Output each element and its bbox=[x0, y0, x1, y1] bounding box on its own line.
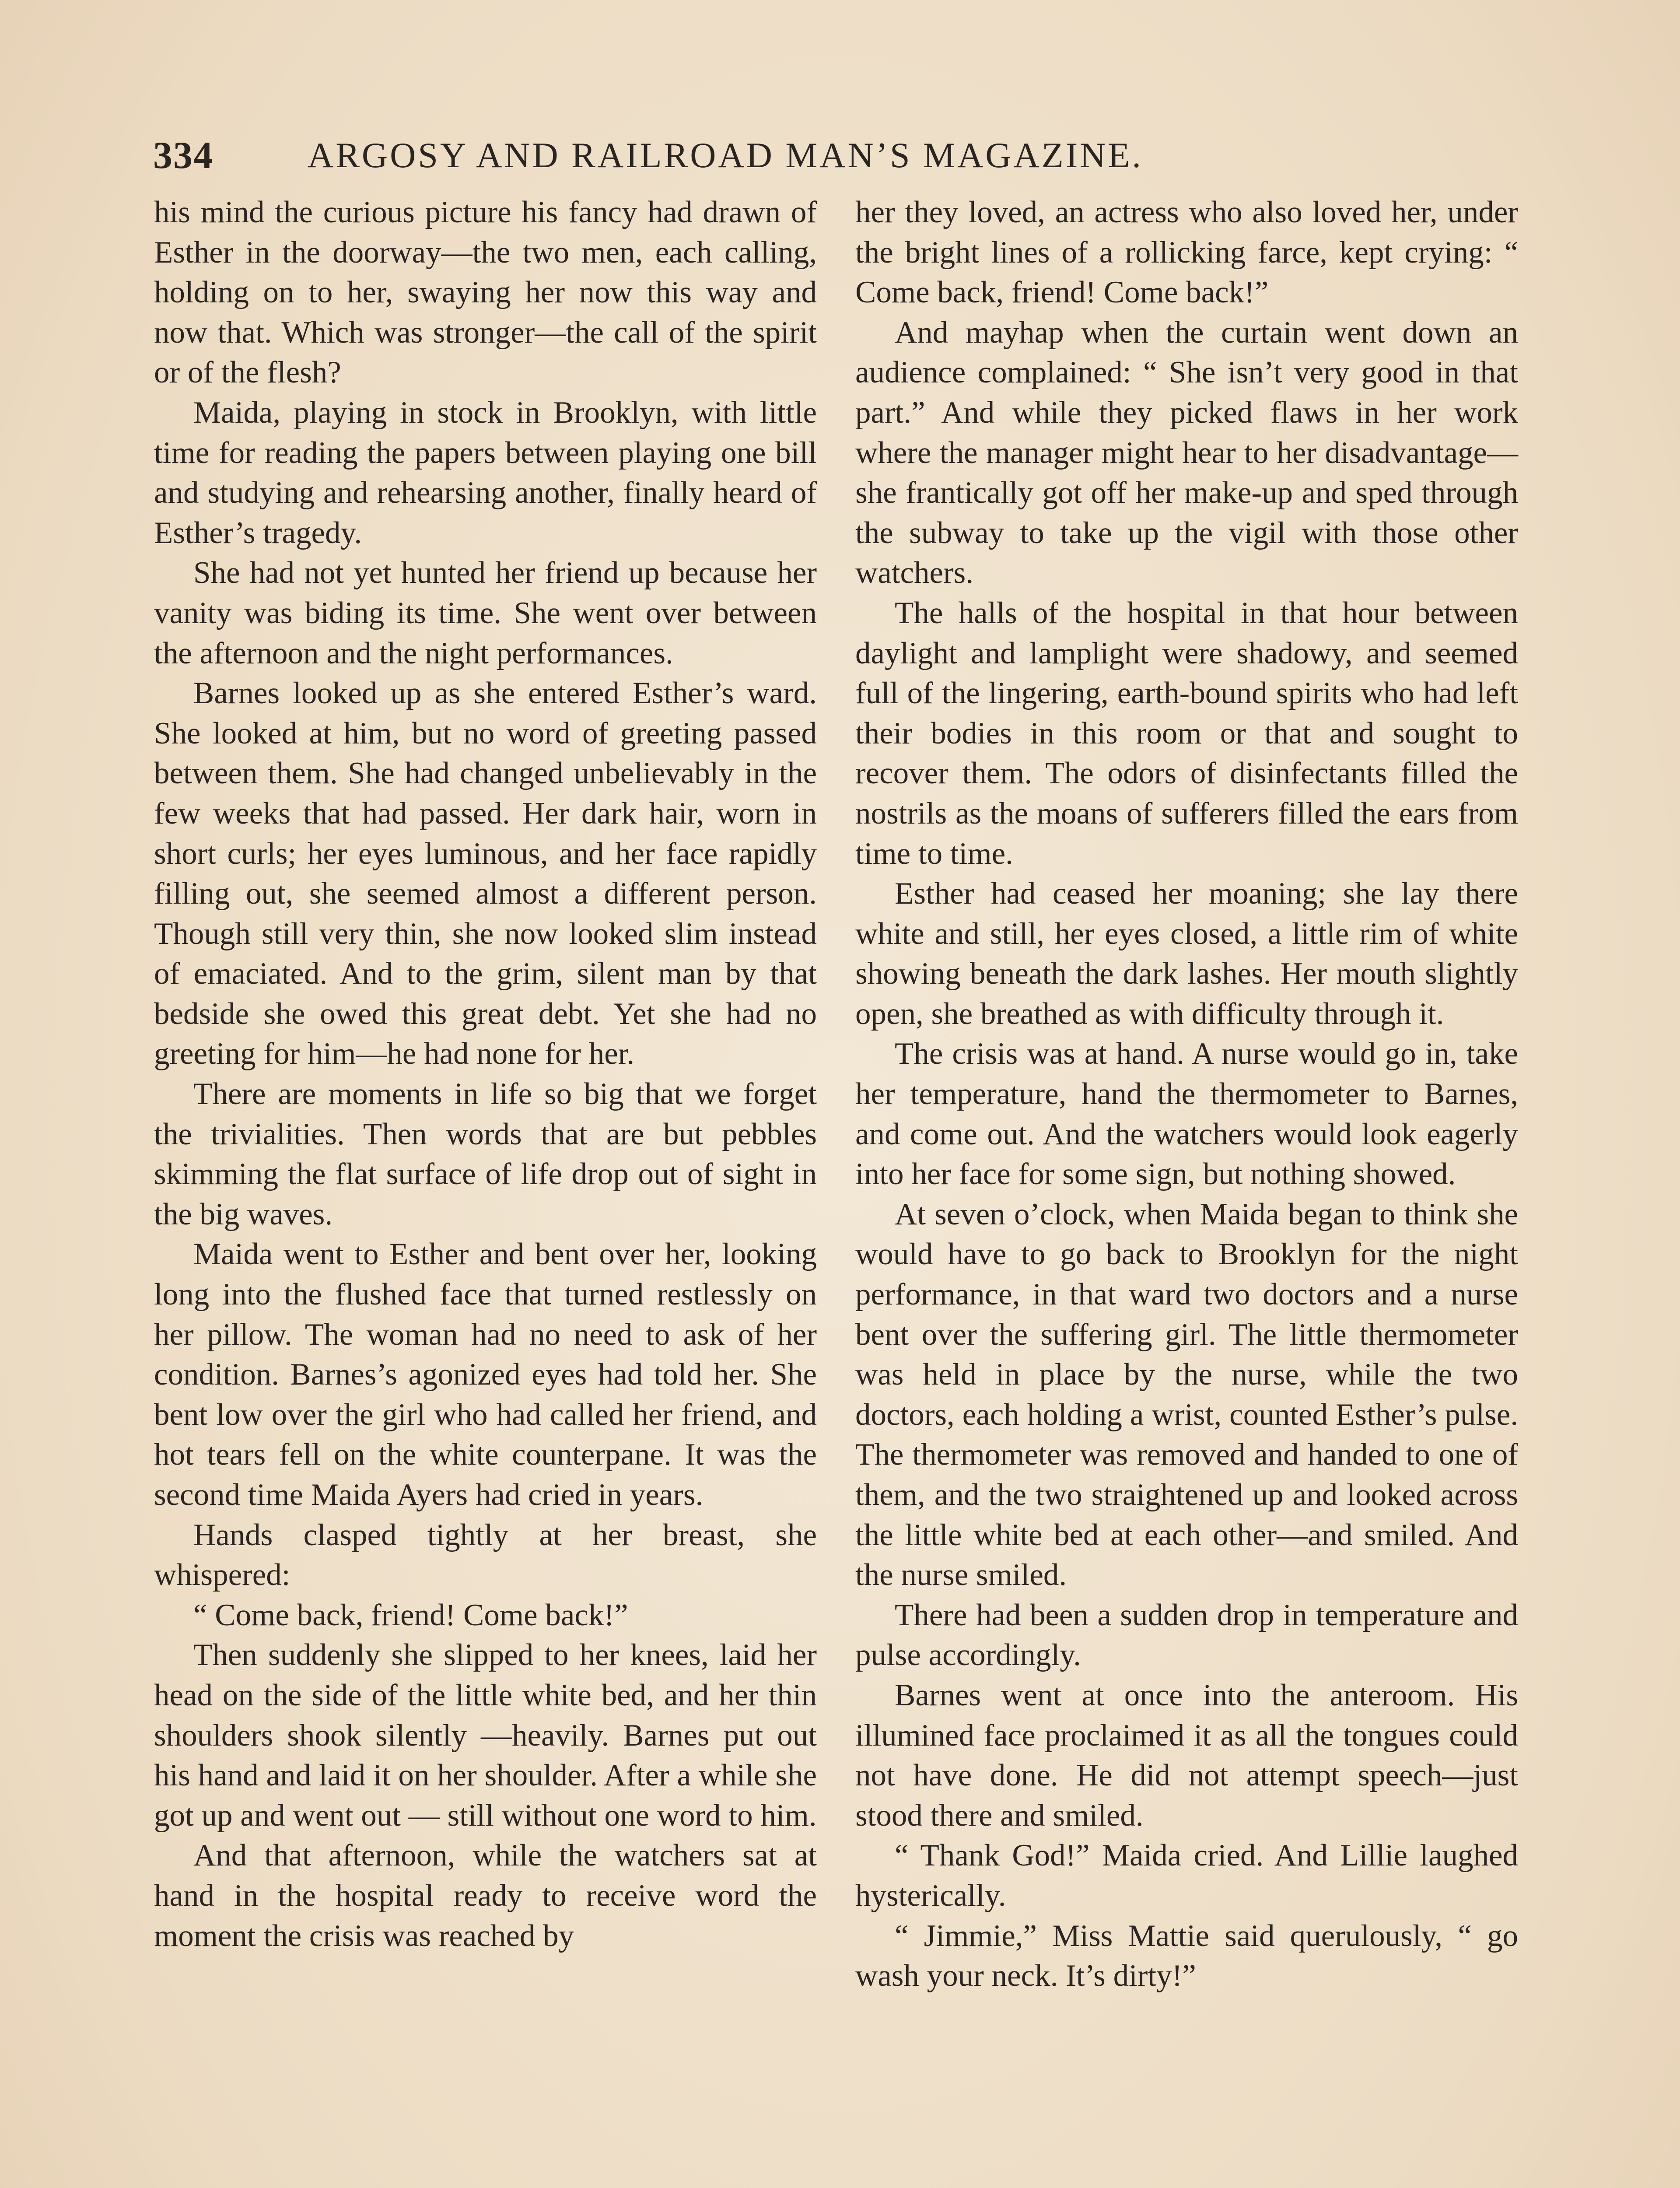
paragraph: his mind the curious picture his fancy had drawn of Esther in the doorway—the two men, each calling, holding on to her, swaying her now this way and now that. Which was stronger—the call of the spirit or of the flesh? bbox=[154, 195, 817, 390]
right-text-column bbox=[855, 193, 1518, 1996]
paragraph: The halls of the hospital in that hour between daylight and lamplight were shadowy, and seemed full of the lingering, earth-bound spirits who had left their bodies in this room or that and sought to recover them. The odors of disinfectants filled the nostrils as the moans of sufferers filled the ears from time to time. bbox=[855, 596, 1518, 871]
paragraph: She had not yet hunted her friend up because her vanity was biding its time. She went over between the afternoon and the night performances. bbox=[154, 556, 817, 670]
paragraph: At seven o’clock, when Maida began to think she would have to go back to Brooklyn for the night performance, in that ward two doctors and a nurse bent over the suffering girl. The little thermometer was held in place by the nurse, while the two doctors, each holding a wrist, counted Esther’s pulse. The thermometer was removed and handed to one of them, and the two straightened up and looked across the little white bed at each other—and smiled. And the nurse smiled. bbox=[855, 1197, 1518, 1592]
paragraph: “ Thank God!” Maida cried. And Lillie laughed hysterically. bbox=[855, 1838, 1518, 1913]
paragraph: her they loved, an actress who also loved her, under the bright lines of a rollicking farce, kept crying: “ Come back, friend! Come back!” bbox=[855, 195, 1518, 310]
paragraph: Maida, playing in stock in Brooklyn, with little time for reading the papers between playing one bill and studying and rehearsing another, finally heard of Esther’s tragedy. bbox=[154, 395, 817, 550]
paragraph: Barnes went at once into the anteroom. His illumined face proclaimed it as all the tongues could not have done. He did not attempt speech—just stood there and smiled. bbox=[855, 1678, 1518, 1833]
paragraph: “ Jimmie,” Miss Mattie said querulously, “ go wash your neck. It’s dirty!” bbox=[855, 1918, 1518, 1993]
left-text-column bbox=[154, 193, 817, 1956]
running-title: ARGOSY AND RAILROAD MAN’S MAGAZINE. bbox=[308, 135, 1143, 175]
page-header bbox=[153, 127, 1522, 184]
paragraph: And that afternoon, while the watchers sat at hand in the hospital ready to receive word the moment the crisis was reached by bbox=[154, 1838, 817, 1953]
paragraph: The crisis was at hand. A nurse would go in, take her temperature, hand the thermometer to Barnes, and come out. And the watchers would look eagerly into her face for some sign, but nothing showed. bbox=[855, 1037, 1518, 1192]
paragraph: There had been a sudden drop in temperature and pulse accordingly. bbox=[855, 1598, 1518, 1673]
paragraph: Hands clasped tightly at her breast, she whispered: bbox=[154, 1518, 817, 1592]
paragraph: Esther had ceased her moaning; she lay there white and still, her eyes closed, a little rim of white showing beneath the dark lashes. Her mouth slightly open, she breathed as with difficulty through it. bbox=[855, 877, 1518, 1031]
page-number: 334 bbox=[153, 134, 214, 177]
paragraph: Maida went to Esther and bent over her, looking long into the flushed face that turned restlessly on her pillow. The woman had no need to ask of her condition. Barnes’s agonized eyes had told her. She bent low over the girl who had called her friend, and hot tears fell on the white counterpane. It was the second time Maida Ayers had cried in years. bbox=[154, 1237, 817, 1512]
paragraph: Then suddenly she slipped to her knees, laid her head on the side of the little white bed, and her thin shoulders shook silently —heavily. Barnes put out his hand and laid it on her shoulder. After a while she got up and went out — still without one word to him. bbox=[154, 1638, 817, 1833]
paragraph: “ Come back, friend! Come back!” bbox=[193, 1598, 628, 1632]
paragraph: There are moments in life so big that we forget the trivialities. Then words that are but pebbles skimming the flat surface of life drop out of sight in the big waves. bbox=[154, 1077, 817, 1231]
paragraph: Barnes looked up as she entered Esther’s ward. She looked at him, but no word of greeting passed between them. She had changed unbelievably in the few weeks that had passed. Her dark hair, worn in short curls; her eyes luminous, and her face rapidly filling out, she seemed almost a different person. Though still very thin, she now looked slim instead of emaciated. And to the grim, silent man by that bedside she owed this great debt. Yet she had no greeting for him—he had none for her. bbox=[154, 676, 817, 1071]
paragraph: And mayhap when the curtain went down an audience complained: “ She isn’t very good in that part.” And while they picked flaws in her work where the manager might hear to her disadvantage—she frantically got off her make-up and sped through the subway to take up the vigil with those other watchers. bbox=[855, 315, 1518, 590]
